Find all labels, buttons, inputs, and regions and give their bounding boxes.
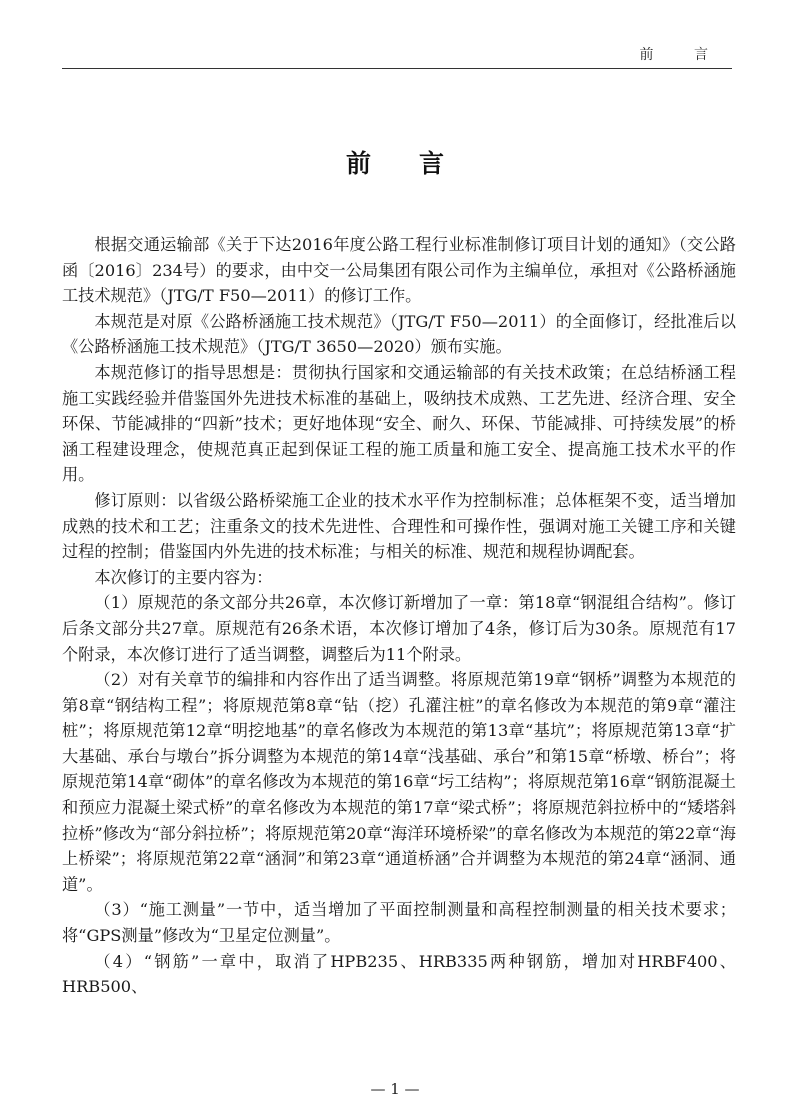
paragraph: （4）“钢筋”一章中，取消了HPB235、HRB335两种钢筋，增加对HRBF400、HRB500、 xyxy=(62,951,736,997)
header-rule xyxy=(62,68,732,69)
page-number: — 1 — xyxy=(370,1080,420,1098)
paragraph: （3）“施工测量”一节中，适当增加了平面控制测量和高程控制测量的相关技术要求；将“GPS测量”修改为“卫星定位测量”。 xyxy=(62,900,736,946)
paragraph: （1）原规范的条文部分共26章，本次修订新增加了一章：第18章“钢混组合结构”。修订后条文部分共27章。原规范有26条术语，本次修订增加了4条，修订后为30条。原规范有17个附录，本次修订进行了适当调整，调整后为11个附录。 xyxy=(62,593,736,664)
paragraph: 本规范修订的指导思想是：贯彻执行国家和交通运输部的有关技术政策；在总结桥涵工程施工实践经验并借鉴国外先进技术标准的基础上，吸纳技术成熟、工艺先进、经济合理、安全环保、节能减排的“四新”技术；更好地体现“安全、耐久、环保、节能减排、可持续发展”的桥涵工程建设理念，使规范真正起到保证工程的施工质量和施工安全、提高施工技术水平的作用。 xyxy=(62,362,736,485)
paragraph: 本次修订的主要内容为： xyxy=(94,567,273,587)
paragraph: 根据交通运输部《关于下达2016年度公路工程行业标准制修订项目计划的通知》（交公路函〔2016〕234号）的要求，由中交一公局集团有限公司作为主编单位，承担对《公路桥涵施工技术规范》（JTG/T F50—2011）的修订工作。 xyxy=(62,235,736,306)
running-header: 前 言 xyxy=(639,47,726,63)
paragraph: （2）对有关章节的编排和内容作出了适当调整。将原规范第19章“钢桥”调整为本规范的第8章“钢结构工程”；将原规范第8章“钻（挖）孔灌注桩”的章名修改为本规范的第9章“灌注桩”；将原规范第12章“明挖地基”的章名修改为本规范的第13章“基坑”；将原规范第13章“扩大基础、承台与墩台”拆分调整为本规范的第14章“浅基础、承台”和第15章“桥墩、桥台”；将原规范第14章“砌体”的章名修改为本规范的第16章“圬工结构”；将原规范第16章“钢筋混凝土和预应力混凝土梁式桥”的章名修改为本规范的第17章“梁式桥”；将原规范斜拉桥中的“矮塔斜拉桥”修改为“部分斜拉桥”；将原规范第20章“海洋环境桥梁”的章名修改为本规范的第22章“海上桥梁”；将原规范第22章“涵洞”和第23章“通道桥涵”合并调整为本规范的第24章“涵洞、通道”。 xyxy=(62,670,736,894)
body-text xyxy=(62,232,736,1000)
paragraph: 本规范是对原《公路桥涵施工技术规范》（JTG/T F50—2011）的全面修订，经批准后以《公路桥涵施工技术规范》（JTG/T 3650—2020）颁布实施。 xyxy=(62,311,736,357)
paragraph: 修订原则：以省级公路桥梁施工企业的技术水平作为控制标准；总体框架不变，适当增加成熟的技术和工艺；注重条文的技术先进性、合理性和可操作性，强调对施工关键工序和关键过程的控制；借鉴国内外先进的技术标准；与相关的标准、规范和规程协调配套。 xyxy=(62,490,736,562)
page-title: 前言 xyxy=(345,149,492,178)
